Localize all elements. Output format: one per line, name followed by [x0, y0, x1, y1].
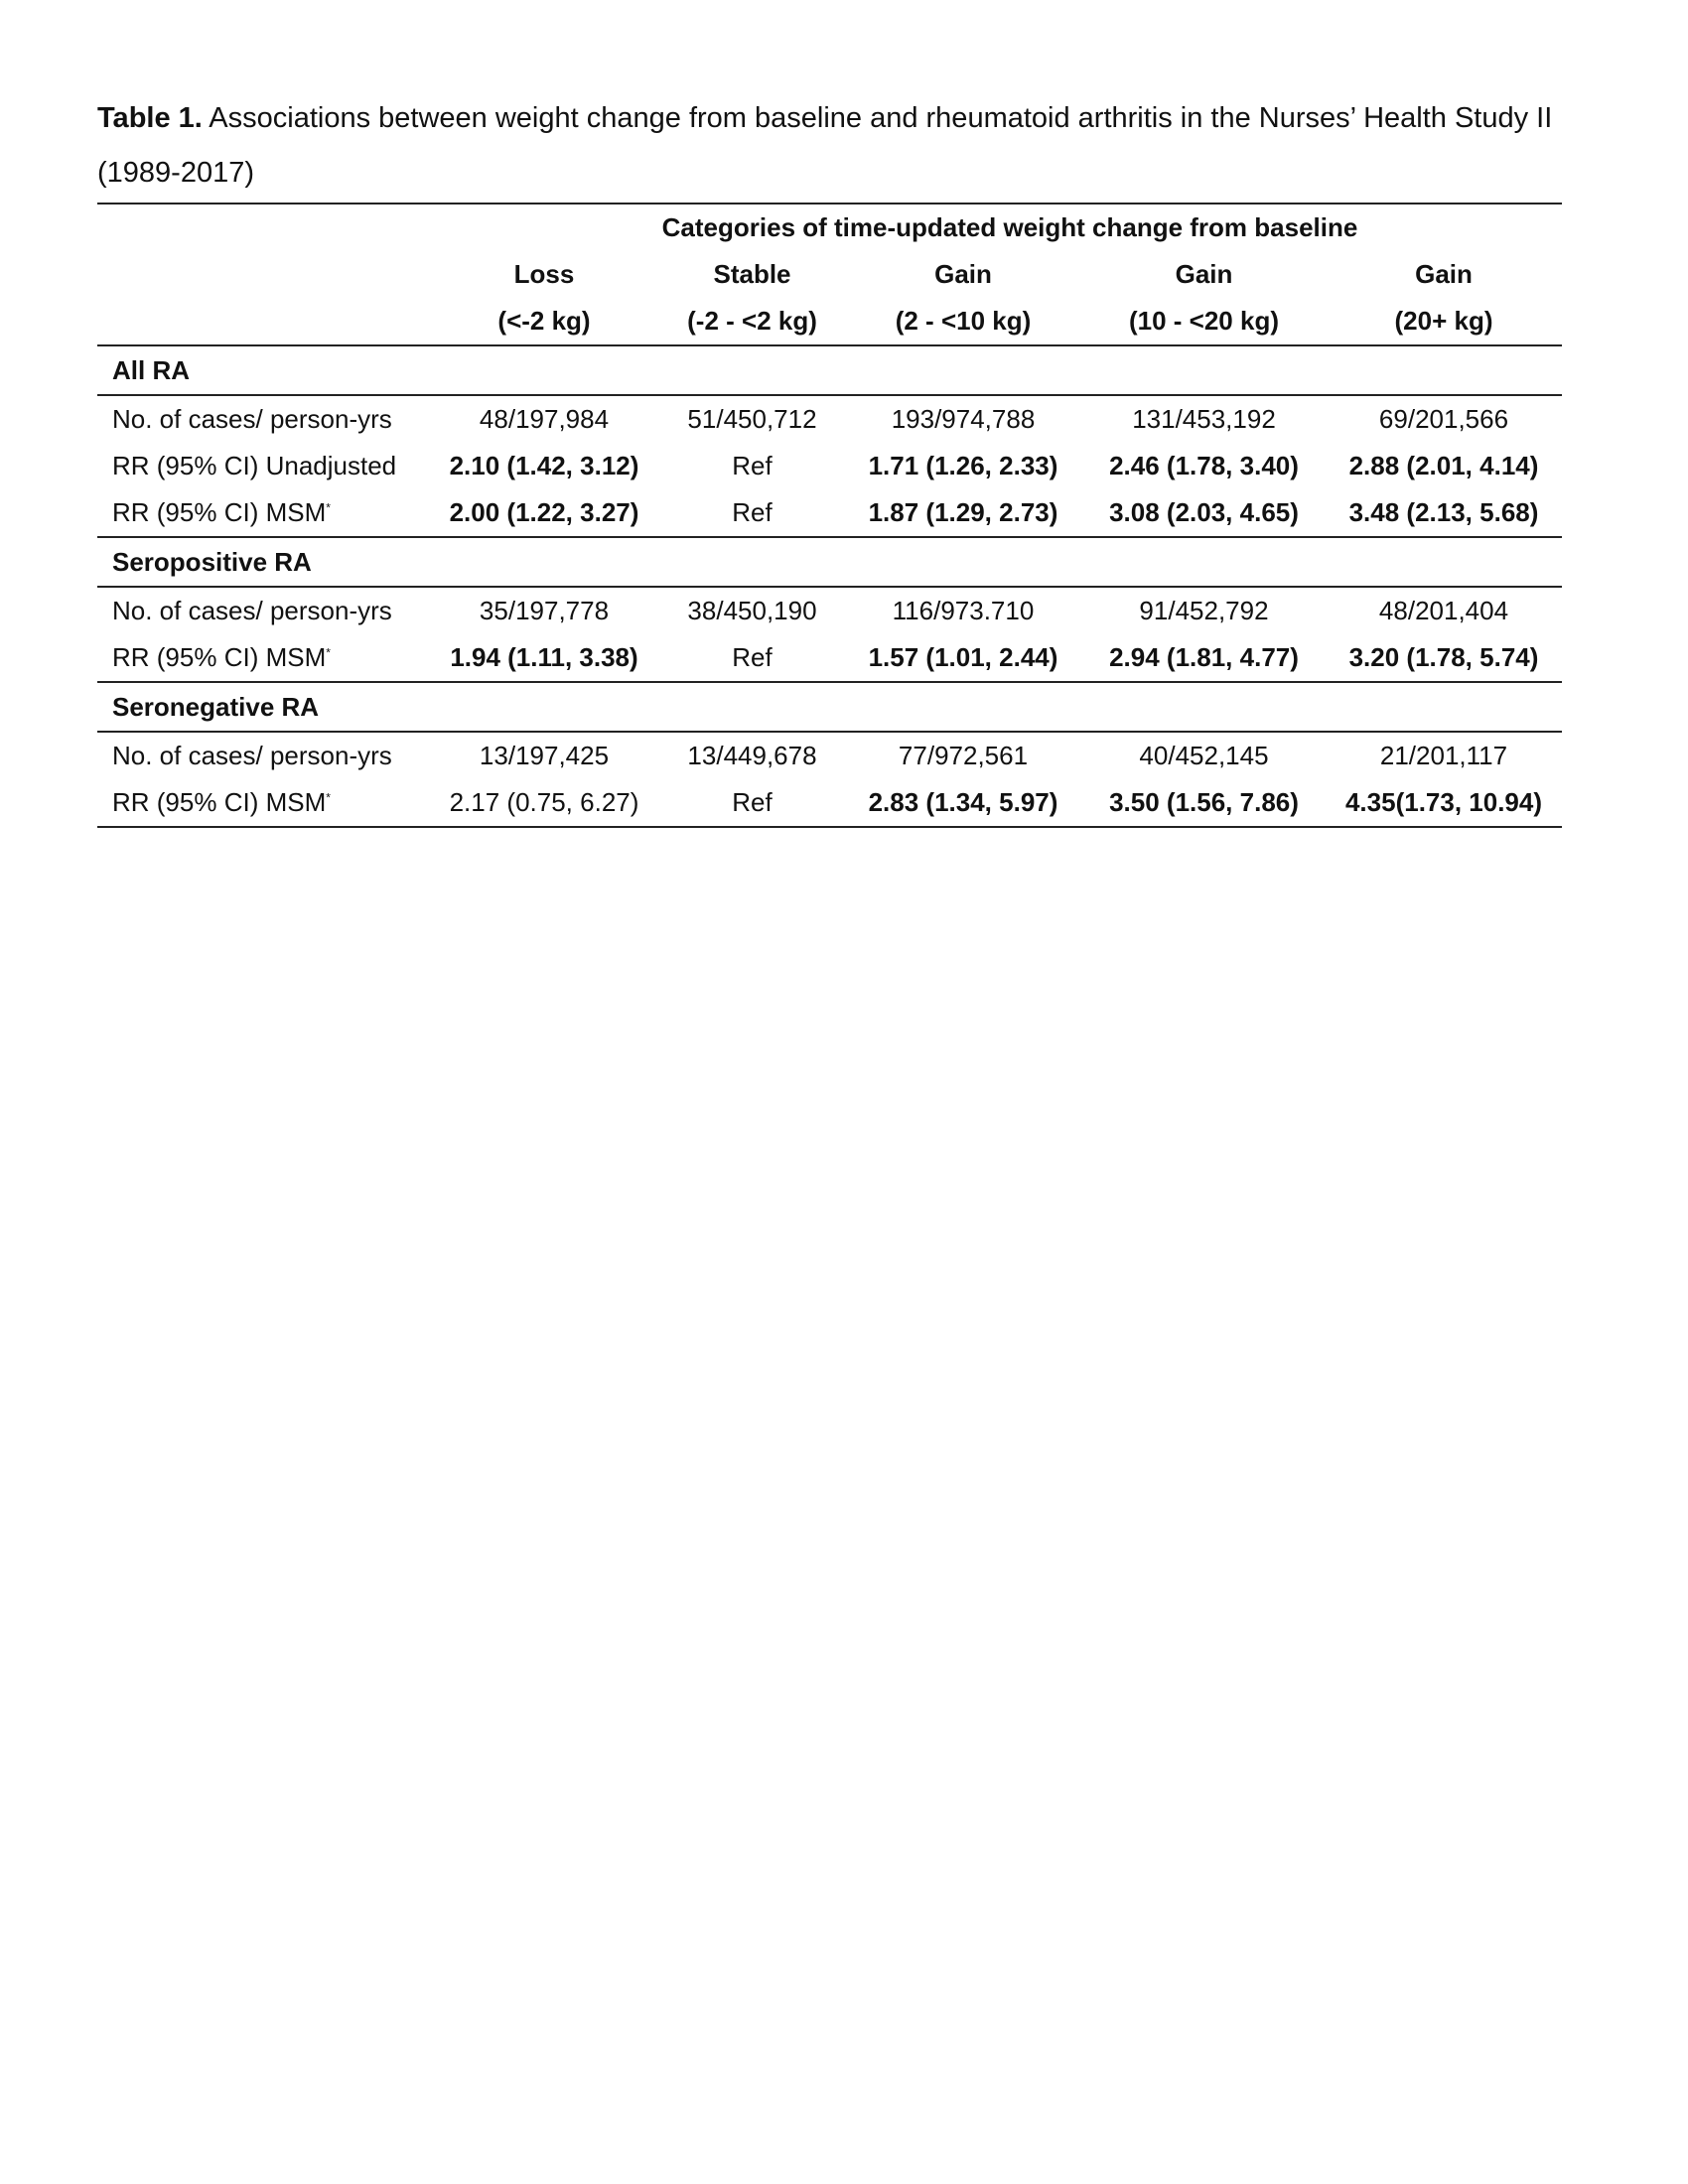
col-name: Gain — [1175, 259, 1233, 289]
col-range: (20+ kg) — [1394, 306, 1493, 336]
table-caption — [97, 91, 1567, 201]
row-label-cell — [97, 489, 428, 537]
value-cell: 116/973.710 — [844, 587, 1082, 634]
section-title: All RA — [97, 345, 1562, 395]
value-cell: Ref — [660, 779, 844, 827]
footnote-marker: * — [326, 790, 331, 805]
value-cell: 3.20 (1.78, 5.74) — [1348, 642, 1539, 672]
col-range: (<-2 kg) — [497, 306, 591, 336]
header-range-row — [97, 298, 1562, 345]
header-name-row — [97, 251, 1562, 298]
row-label: RR (95% CI) MSM — [112, 497, 327, 527]
row-label-cell — [97, 634, 428, 682]
value-cell: Ref — [732, 451, 773, 480]
col-name: Gain — [1415, 259, 1473, 289]
row-label-cell — [97, 443, 428, 489]
caption-label: Table 1. — [97, 102, 203, 134]
value-cell: 40/452,145 — [1082, 732, 1326, 779]
table-row — [97, 779, 1562, 827]
table-row — [97, 634, 1562, 682]
value-cell: 13/197,425 — [428, 732, 660, 779]
caption-text: Associations between weight change from baseline and rheumatoid arthritis in the Nurses’ Health Study II (1989-2017) — [97, 102, 1553, 189]
col-range: (-2 - <2 kg) — [687, 306, 817, 336]
footnote-marker: * — [326, 500, 331, 515]
value-cell: 69/201,566 — [1326, 395, 1562, 443]
value-cell: 1.57 (1.01, 2.44) — [868, 642, 1058, 672]
col-name: Loss — [513, 259, 575, 289]
value-cell: 3.08 (2.03, 4.65) — [1109, 497, 1299, 527]
row-label: RR (95% CI) MSM — [112, 787, 327, 817]
value-cell: 1.87 (1.29, 2.73) — [868, 497, 1058, 527]
footnote-marker: * — [326, 645, 331, 660]
row-label: RR (95% CI) MSM — [112, 642, 327, 672]
value-cell: 38/450,190 — [660, 587, 844, 634]
value-cell: 2.10 (1.42, 3.12) — [449, 451, 639, 480]
row-label: No. of cases/ person-yrs — [112, 741, 392, 770]
value-cell: Ref — [732, 642, 773, 672]
value-cell: 91/452,792 — [1082, 587, 1326, 634]
value-cell: 2.17 (0.75, 6.27) — [428, 779, 660, 827]
value-cell: 131/453,192 — [1082, 395, 1326, 443]
value-cell: 48/201,404 — [1326, 587, 1562, 634]
value-cell: 35/197,778 — [428, 587, 660, 634]
section-title: Seropositive RA — [97, 537, 1562, 587]
value-cell: 1.71 (1.26, 2.33) — [868, 451, 1058, 480]
value-cell: 2.83 (1.34, 5.97) — [844, 779, 1082, 827]
value-cell: 193/974,788 — [844, 395, 1082, 443]
value-cell: Ref — [732, 497, 773, 527]
col-name: Gain — [934, 259, 992, 289]
header-group: Categories of time-updated weight change from baseline — [428, 204, 1562, 251]
row-label: RR (95% CI) Unadjusted — [112, 451, 397, 480]
value-cell: 13/449,678 — [660, 732, 844, 779]
table-row — [97, 489, 1562, 537]
header-group-row — [97, 204, 1562, 251]
row-label-cell — [97, 779, 428, 827]
row-label: No. of cases/ person-yrs — [112, 596, 392, 625]
value-cell: 3.48 (2.13, 5.68) — [1348, 497, 1539, 527]
value-cell: 51/450,712 — [660, 395, 844, 443]
col-range: (2 - <10 kg) — [895, 306, 1032, 336]
col-range: (10 - <20 kg) — [1128, 306, 1279, 336]
table-row — [97, 395, 1562, 443]
results-table — [97, 203, 1562, 828]
row-label-cell — [97, 732, 428, 779]
value-cell: 3.50 (1.56, 7.86) — [1082, 779, 1326, 827]
value-cell: 48/197,984 — [428, 395, 660, 443]
value-cell: 21/201,117 — [1326, 732, 1562, 779]
table-row — [97, 732, 1562, 779]
table-row — [97, 587, 1562, 634]
col-name: Stable — [713, 259, 791, 289]
value-cell: 4.35(1.73, 10.94) — [1326, 779, 1562, 827]
row-label-cell — [97, 395, 428, 443]
value-cell: 2.94 (1.81, 4.77) — [1109, 642, 1299, 672]
section-row — [97, 682, 1562, 732]
section-row — [97, 537, 1562, 587]
value-cell: 2.46 (1.78, 3.40) — [1109, 451, 1299, 480]
section-title: Seronegative RA — [97, 682, 1562, 732]
row-label-cell — [97, 587, 428, 634]
row-label: No. of cases/ person-yrs — [112, 404, 392, 434]
section-row — [97, 345, 1562, 395]
value-cell: 1.94 (1.11, 3.38) — [450, 642, 638, 672]
value-cell: 2.88 (2.01, 4.14) — [1348, 451, 1539, 480]
table-row — [97, 443, 1562, 489]
value-cell: 2.00 (1.22, 3.27) — [449, 497, 639, 527]
value-cell: 77/972,561 — [844, 732, 1082, 779]
